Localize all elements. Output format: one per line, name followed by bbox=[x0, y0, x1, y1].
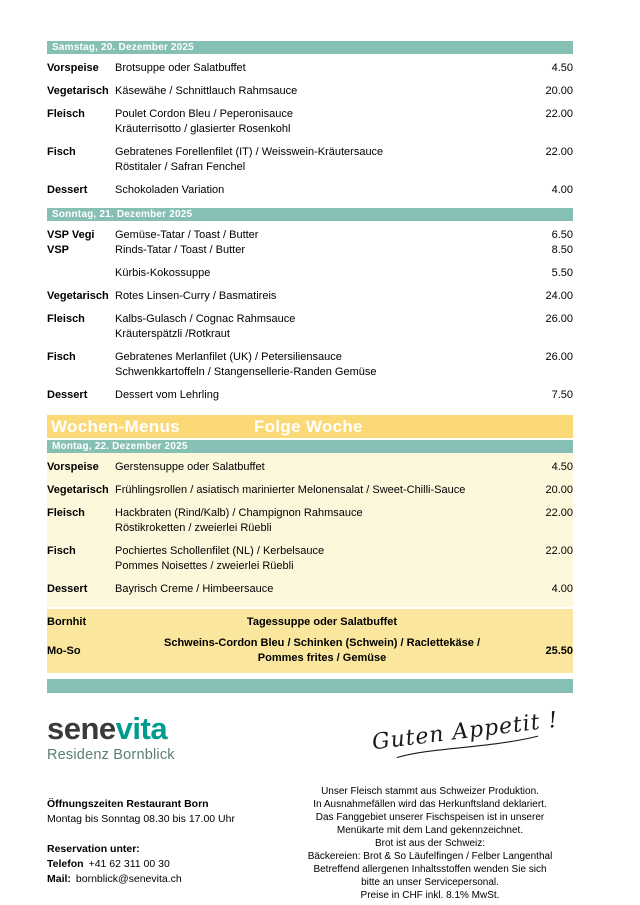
price: 7.50 bbox=[551, 389, 573, 401]
highlight-block bbox=[47, 609, 573, 673]
menu-row bbox=[47, 107, 573, 137]
dish-line: Kräuterrisotto / glasierter Rosenkohl bbox=[115, 123, 291, 135]
dish-line: Gebratenes Merlanfilet (UK) / Petersiliensauce bbox=[115, 351, 342, 363]
footer bbox=[47, 785, 573, 902]
dish-line: Rinds-Tatar / Toast / Butter bbox=[115, 244, 246, 256]
menu-row bbox=[47, 460, 573, 475]
info-line: Preise in CHF inkl. 8.1% MwSt. bbox=[360, 890, 500, 901]
dish-line: Käsewähe / Schnittlauch Rahmsauce bbox=[115, 85, 298, 97]
dish-description bbox=[115, 615, 529, 630]
dish-description bbox=[115, 84, 529, 99]
menu-row bbox=[47, 388, 573, 403]
dish-line: Frühlingsrollen / asiatisch marinierter Melonensalat / Sweet-Chilli-Sauce bbox=[115, 484, 466, 496]
dish-line: Brotsuppe oder Salatbuffet bbox=[115, 62, 246, 74]
menu-row bbox=[47, 183, 573, 198]
menu-row bbox=[47, 61, 573, 76]
greeting-text: Guten Appetit ! bbox=[370, 707, 560, 756]
menu-row bbox=[47, 544, 573, 574]
day-header: Montag, 22. Dezember 2025 bbox=[47, 440, 573, 453]
dish-line: Bayrisch Creme / Himbeersauce bbox=[115, 583, 274, 595]
dish-description bbox=[115, 145, 529, 175]
dish-description bbox=[115, 544, 529, 574]
dish-line: Schokoladen Variation bbox=[115, 184, 225, 196]
menu-row bbox=[47, 145, 573, 175]
course-label: VSP bbox=[47, 244, 70, 256]
info-line: Menükarte mit dem Land gekennzeichnet. bbox=[336, 825, 524, 836]
price: 8.50 bbox=[551, 244, 573, 256]
dish-description bbox=[115, 388, 529, 403]
course-label: Dessert bbox=[47, 389, 88, 401]
dish-line: Poulet Cordon Bleu / Peperonisauce bbox=[115, 108, 293, 120]
info-line: bitte an unser Servicepersonal. bbox=[361, 877, 499, 888]
contact-info bbox=[47, 785, 287, 902]
logo-text bbox=[47, 713, 175, 745]
greeting-script bbox=[370, 708, 560, 764]
phone-line bbox=[47, 857, 287, 872]
menu-row bbox=[47, 636, 573, 666]
logo-part-sene: sene bbox=[47, 711, 116, 746]
info-line: Das Fanggebiet unserer Fischspeisen ist in unserer bbox=[315, 812, 545, 823]
weekly-banner bbox=[47, 415, 573, 438]
info-line: Betreffend allergenen Inhaltsstoffen wenden Sie sich bbox=[313, 864, 547, 875]
dish-line: Pommes frites / Gemüse bbox=[257, 652, 387, 664]
day-section-sonntag bbox=[47, 208, 573, 413]
day-menu-rows bbox=[47, 453, 573, 607]
dish-description bbox=[115, 289, 529, 304]
price: 4.00 bbox=[551, 184, 573, 196]
mail-line bbox=[47, 872, 287, 887]
day-menu-rows bbox=[47, 54, 573, 208]
course-label: Vegetarisch bbox=[47, 290, 109, 302]
brand-logo bbox=[47, 713, 175, 763]
mail-address: bornblick@senevita.ch bbox=[75, 873, 182, 885]
dish-line: Gerstensuppe oder Salatbuffet bbox=[115, 461, 265, 473]
info-line: Bäckereien: Brot & So Läufelfingen / Felber Langenthal bbox=[307, 851, 553, 862]
price: 4.50 bbox=[551, 461, 573, 473]
dish-line: Röstitaler / Safran Fenchel bbox=[115, 161, 246, 173]
price: 24.00 bbox=[545, 290, 573, 302]
price: 6.50 bbox=[551, 229, 573, 241]
info-line: Brot ist aus der Schweiz: bbox=[374, 838, 486, 849]
day-header: Samstag, 20. Dezember 2025 bbox=[47, 41, 573, 54]
menu-content bbox=[47, 41, 573, 902]
course-label: Fleisch bbox=[47, 313, 85, 325]
mail-label: Mail: bbox=[47, 873, 71, 885]
logo-part-vita: vita bbox=[115, 711, 168, 746]
price: 25.50 bbox=[545, 644, 573, 657]
opening-hours-title: Öffnungszeiten Restaurant Born bbox=[47, 798, 209, 810]
bottom-divider-bar bbox=[47, 679, 573, 693]
opening-hours-value: Montag bis Sonntag 08.30 bis 17.00 Uhr bbox=[47, 813, 235, 825]
course-label: Fleisch bbox=[47, 507, 85, 519]
menu-row bbox=[47, 350, 573, 380]
dish-description bbox=[115, 183, 529, 198]
day-menu-rows bbox=[47, 221, 573, 413]
phone-number: +41 62 311 00 30 bbox=[88, 858, 170, 870]
price: 4.50 bbox=[551, 62, 573, 74]
dish-description bbox=[115, 483, 529, 498]
dish-line: Pommes Noisettes / zweierlei Rüebli bbox=[115, 560, 294, 572]
course-label: Vegetarisch bbox=[47, 484, 109, 496]
dish-description bbox=[115, 243, 529, 258]
course-label: Fleisch bbox=[47, 108, 85, 120]
dish-description bbox=[115, 582, 529, 597]
dish-line: Kalbs-Gulasch / Cognac Rahmsauce bbox=[115, 313, 296, 325]
day-header: Sonntag, 21. Dezember 2025 bbox=[47, 208, 573, 221]
course-label: Fisch bbox=[47, 146, 76, 158]
dish-line: Gebratenes Forellenfilet (IT) / Weisswein-Kräutersauce bbox=[115, 146, 384, 158]
dish-line: Kräuterspätzli /Rotkraut bbox=[115, 328, 230, 340]
menu-row bbox=[47, 582, 573, 597]
dish-line: Gemüse-Tatar / Toast / Butter bbox=[115, 229, 259, 241]
course-label: Vorspeise bbox=[47, 62, 99, 74]
course-label: Vorspeise bbox=[47, 461, 99, 473]
course-label: Vegetarisch bbox=[47, 85, 109, 97]
dish-description bbox=[115, 61, 529, 76]
price: 4.00 bbox=[551, 583, 573, 595]
dish-description bbox=[115, 506, 529, 536]
menu-row bbox=[47, 506, 573, 536]
phone-label: Telefon bbox=[47, 858, 84, 870]
info-text bbox=[287, 785, 573, 902]
price: 26.00 bbox=[545, 313, 573, 325]
course-label: Bornhit bbox=[47, 616, 87, 628]
menu-row bbox=[47, 266, 573, 281]
course-label: Fisch bbox=[47, 351, 76, 363]
dish-description bbox=[115, 228, 529, 243]
price: 22.00 bbox=[545, 146, 573, 158]
dish-line: Pochiertes Schollenfilet (NL) / Kerbelsauce bbox=[115, 545, 325, 557]
dish-description bbox=[115, 636, 529, 666]
dish-line: Rotes Linsen-Curry / Basmatireis bbox=[115, 290, 277, 302]
banner-subtitle: Folge Woche bbox=[254, 416, 363, 436]
price: 5.50 bbox=[551, 267, 573, 279]
price: 20.00 bbox=[545, 85, 573, 97]
price: 22.00 bbox=[545, 108, 573, 120]
day-section-samstag bbox=[47, 41, 573, 208]
dish-line: Hackbraten (Rind/Kalb) / Champignon Rahmsauce bbox=[115, 507, 363, 519]
banner-title: Wochen-Menus bbox=[51, 416, 180, 436]
brand-subtitle: Residenz Bornblick bbox=[47, 747, 175, 763]
dish-line: Schwenkkartoffeln / Stangensellerie-Randen Gemüse bbox=[115, 366, 377, 378]
info-line: Unser Fleisch stammt aus Schweizer Produktion. bbox=[321, 786, 539, 797]
info-line: In Ausnahmefällen wird das Herkunftsland deklariert. bbox=[313, 799, 547, 810]
dish-line: Röstikroketten / zweierlei Rüebli bbox=[115, 522, 272, 534]
price: 22.00 bbox=[545, 545, 573, 557]
dish-line: Tagessuppe oder Salatbuffet bbox=[246, 616, 398, 628]
course-label: Dessert bbox=[47, 184, 88, 196]
course-label: Dessert bbox=[47, 583, 88, 595]
menu-row bbox=[47, 84, 573, 99]
brand-row bbox=[47, 707, 573, 763]
dish-description bbox=[115, 460, 529, 475]
dish-line: Schweins-Cordon Bleu / Schinken (Schwein) / Raclettekäse / bbox=[163, 637, 481, 649]
course-label: VSP Vegi bbox=[47, 229, 95, 241]
dish-line: Kürbis-Kokossuppe bbox=[115, 267, 211, 279]
dish-description bbox=[115, 266, 529, 281]
dish-line: Dessert vom Lehrling bbox=[115, 389, 219, 401]
dish-description bbox=[115, 350, 529, 380]
menu-row bbox=[47, 615, 573, 630]
menu-row bbox=[47, 228, 573, 243]
course-label: Fisch bbox=[47, 545, 76, 557]
reservation-title: Reservation unter: bbox=[47, 843, 140, 855]
price: 20.00 bbox=[545, 484, 573, 496]
menu-row bbox=[47, 289, 573, 304]
price: 26.00 bbox=[545, 351, 573, 363]
menu-row bbox=[47, 312, 573, 342]
dish-description bbox=[115, 107, 529, 137]
menu-row bbox=[47, 243, 573, 258]
course-label: Mo-So bbox=[47, 644, 81, 657]
day-section-montag bbox=[47, 440, 573, 607]
menu-row bbox=[47, 483, 573, 498]
dish-description bbox=[115, 312, 529, 342]
price: 22.00 bbox=[545, 507, 573, 519]
